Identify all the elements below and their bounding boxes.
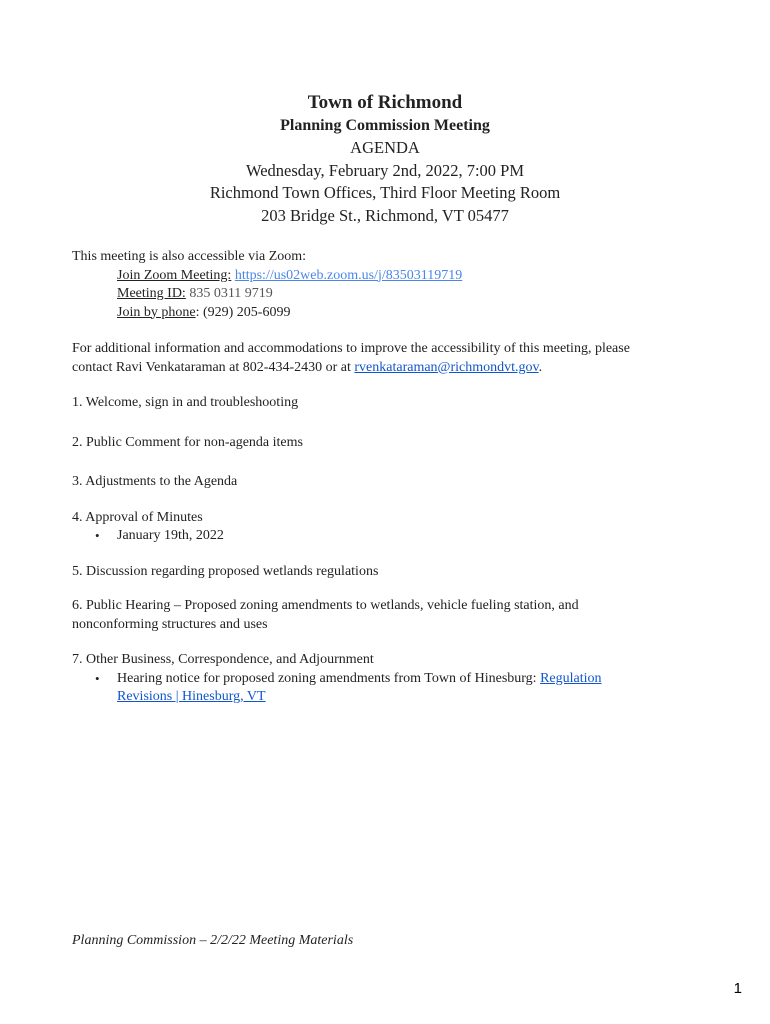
agenda-body bbox=[72, 248, 692, 707]
agenda-item-7-bullet bbox=[72, 670, 692, 707]
zoom-phone-label: Join by phone bbox=[117, 304, 196, 320]
page-footer: Planning Commission – 2/2/22 Meeting Materials bbox=[72, 933, 354, 948]
page-title: Town of Richmond bbox=[307, 92, 463, 113]
zoom-id-label: Meeting ID: bbox=[117, 286, 186, 301]
agenda-item-6-line-2: nonconforming structures and uses bbox=[72, 616, 268, 632]
bullet-text: January 19th, 2022 bbox=[117, 528, 224, 543]
agenda-item-7: 7. Other Business, Correspondence, and Adjournment bbox=[72, 652, 374, 667]
agenda-item-4-bullet bbox=[72, 527, 692, 546]
page-number: 1 bbox=[733, 980, 742, 997]
agenda-header bbox=[0, 92, 770, 227]
meeting-location: Richmond Town Offices, Third Floor Meeting Room bbox=[209, 183, 561, 202]
zoom-phone-value: : (929) 205-6099 bbox=[195, 304, 291, 320]
zoom-id-line bbox=[72, 285, 692, 304]
bullet-text: Hearing notice for proposed zoning amendments from Town of Hinesburg: bbox=[117, 670, 541, 686]
accessibility-period: . bbox=[538, 359, 543, 375]
agenda-item-6-line-1: 6. Public Hearing – Proposed zoning amendments to wetlands, vehicle fueling station, and bbox=[72, 598, 579, 613]
bullet-icon: • bbox=[95, 528, 100, 543]
agenda-item-4: 4. Approval of Minutes bbox=[72, 509, 203, 525]
agenda-item-5: 5. Discussion regarding proposed wetlands regulations bbox=[72, 563, 379, 579]
zoom-join-link[interactable]: https://us02web.zoom.us/j/83503119719 bbox=[234, 267, 463, 283]
agenda-label: AGENDA bbox=[350, 138, 420, 157]
meeting-date: Wednesday, February 2nd, 2022, 7:00 PM bbox=[245, 160, 525, 180]
zoom-phone-line bbox=[72, 304, 692, 323]
zoom-join-line bbox=[72, 267, 692, 286]
hinesburg-link-continued[interactable]: Revisions | Hinesburg, VT bbox=[117, 689, 266, 704]
zoom-id-value: 835 0311 9719 bbox=[189, 286, 273, 301]
contact-email-link[interactable]: rvenkataraman@richmondvt.gov bbox=[354, 359, 539, 375]
bullet-icon: • bbox=[95, 670, 100, 686]
accessibility-text: contact Ravi Venkataraman at 802-434-2430 or at bbox=[72, 359, 355, 375]
accessibility-line-1: For additional information and accommodations to improve the accessibility of this meeting, please bbox=[72, 341, 630, 356]
accessibility-line-2 bbox=[72, 359, 692, 378]
meeting-name: Planning Commission Meeting bbox=[280, 116, 490, 134]
zoom-intro: This meeting is also accessible via Zoom: bbox=[72, 249, 307, 264]
agenda-item-1: 1. Welcome, sign in and troubleshooting bbox=[72, 395, 299, 410]
meeting-address: 203 Bridge St., Richmond, VT 05477 bbox=[261, 205, 509, 225]
hinesburg-link[interactable]: Regulation bbox=[540, 670, 602, 686]
agenda-item-2: 2. Public Comment for non-agenda items bbox=[72, 434, 303, 450]
agenda-item-3: 3. Adjustments to the Agenda bbox=[72, 474, 238, 489]
zoom-join-label: Join Zoom Meeting: bbox=[117, 267, 232, 283]
